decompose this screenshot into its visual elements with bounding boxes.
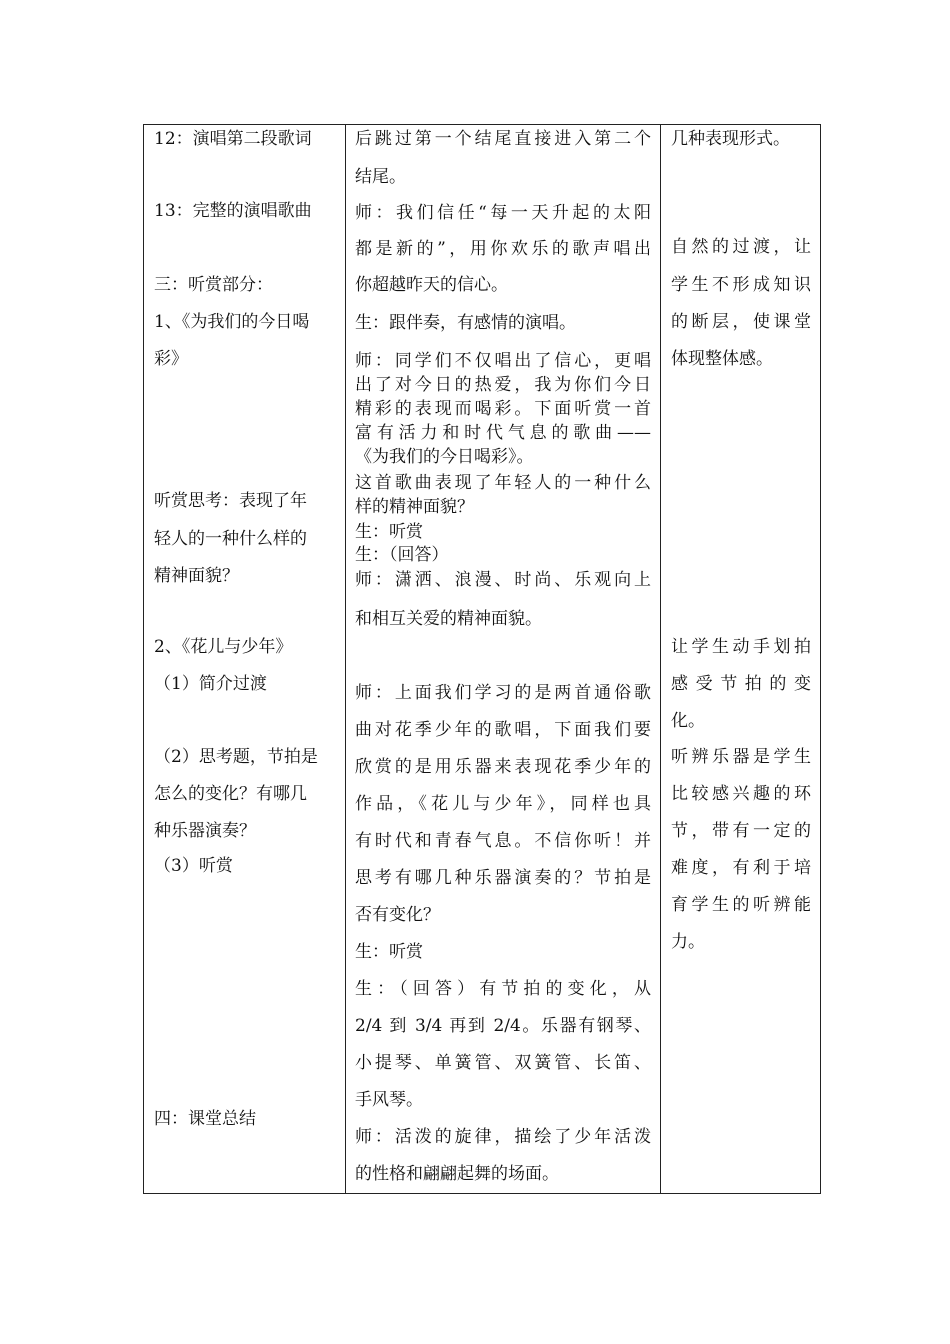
- sub-step-3: （3）听赏: [154, 856, 233, 876]
- process-line: 样的精神面貌？: [355, 497, 474, 517]
- section-3-heading: 三：听赏部分：: [154, 275, 273, 295]
- process-line: 都是新的”，用你欢乐的歌声唱出: [355, 239, 651, 259]
- intent-line: 体现整体感。: [671, 349, 773, 369]
- process-line: 生：听赏: [355, 522, 423, 542]
- process-line: 结尾。: [355, 167, 406, 187]
- sub-step-1: （1）简介过渡: [154, 674, 267, 694]
- design-intent-column: [661, 125, 821, 1193]
- listening-item-2: 2、《花儿与少年》: [154, 637, 293, 657]
- listening-question: 听赏思考：表现了年: [154, 491, 307, 511]
- lesson-plan-table: [143, 124, 821, 1194]
- sub-step-2-cont: 怎么的变化？有哪几: [154, 784, 307, 804]
- sub-step-2-end: 种乐器演奏？: [154, 821, 256, 841]
- process-line: 和相互关爱的精神面貌。: [355, 609, 542, 629]
- process-line: 这首歌曲表现了年轻人的一种什么: [355, 473, 651, 493]
- process-line: 曲对花季少年的歌唱，下面我们要: [355, 720, 651, 740]
- teaching-process-column: [346, 125, 661, 1193]
- listening-item-1: 1、《为我们的今日喝: [154, 312, 310, 332]
- process-line: 有时代和青春气息。不信你听！并: [355, 831, 651, 851]
- intent-line: 力。: [671, 932, 705, 952]
- process-line: 你超越昨天的信心。: [355, 275, 508, 295]
- process-line: 作品，《花儿与少年》，同样也具: [355, 794, 651, 814]
- listening-item-1-cont: 彩》: [154, 349, 188, 369]
- process-line: 生：听赏: [355, 942, 423, 962]
- process-line: 生：（回答）有节拍的变化，从: [355, 979, 651, 999]
- process-line: 精彩的表现而喝彩。下面听赏一首: [355, 399, 651, 419]
- intent-line: 几种表现形式。: [671, 129, 790, 149]
- step-13-text: 13：完整的演唱歌曲: [154, 201, 312, 221]
- process-line: 2/4 到 3/4 再到 2/4。乐器有钢琴、: [355, 1016, 651, 1036]
- process-line: 手风琴。: [355, 1090, 423, 1110]
- process-line: 师：同学们不仅唱出了信心，更唱: [355, 351, 651, 371]
- intent-line: 节，带有一定的: [671, 821, 811, 841]
- process-line: 思考有哪几种乐器演奏的？节拍是: [355, 868, 651, 888]
- process-line: 生：跟伴奏，有感情的演唱。: [355, 313, 576, 333]
- process-line: 生：（回答）: [355, 545, 449, 565]
- intent-line: 让学生动手划拍: [671, 637, 811, 657]
- intent-line: 自然的过渡，让: [671, 237, 811, 257]
- process-line: 富有活力和时代气息的歌曲——: [355, 423, 651, 443]
- process-line: 师：活泼的旋律，描绘了少年活泼: [355, 1127, 651, 1147]
- process-line: 欣赏的是用乐器来表现花季少年的: [355, 757, 651, 777]
- intent-line: 育学生的听辨能: [671, 895, 811, 915]
- process-line: 的性格和翩翩起舞的场面。: [355, 1164, 559, 1184]
- teaching-steps-column: [144, 125, 346, 1193]
- process-line: 否有变化？: [355, 905, 440, 925]
- intent-line: 学生不形成知识: [671, 275, 811, 295]
- process-line: 师：我们信任“每一天升起的太阳: [355, 203, 651, 223]
- step-12-text: 12：演唱第二段歌词: [154, 129, 312, 149]
- process-line: 小提琴、单簧管、双簧管、长笛、: [355, 1053, 651, 1073]
- listening-question-cont: 轻人的一种什么样的: [154, 529, 307, 549]
- process-line: 《为我们的今日喝彩》。: [355, 447, 534, 467]
- intent-line: 难度，有利于培: [671, 858, 811, 878]
- process-line: 出了对今日的热爱，我为你们今日: [355, 375, 651, 395]
- intent-line: 感受节拍的变: [671, 674, 811, 694]
- intent-line: 的断层，使课堂: [671, 312, 811, 332]
- intent-line: 听辨乐器是学生: [671, 747, 811, 767]
- process-line: 后跳过第一个结尾直接进入第二个: [355, 129, 651, 149]
- intent-line: 化。: [671, 711, 705, 731]
- section-4-heading: 四：课堂总结: [154, 1109, 256, 1129]
- process-line: 师：上面我们学习的是两首通俗歌: [355, 683, 651, 703]
- listening-question-end: 精神面貌？: [154, 566, 239, 586]
- sub-step-2: （2）思考题，节拍是: [154, 747, 318, 767]
- process-line: 师：潇洒、浪漫、时尚、乐观向上: [355, 570, 651, 590]
- intent-line: 比较感兴趣的环: [671, 784, 811, 804]
